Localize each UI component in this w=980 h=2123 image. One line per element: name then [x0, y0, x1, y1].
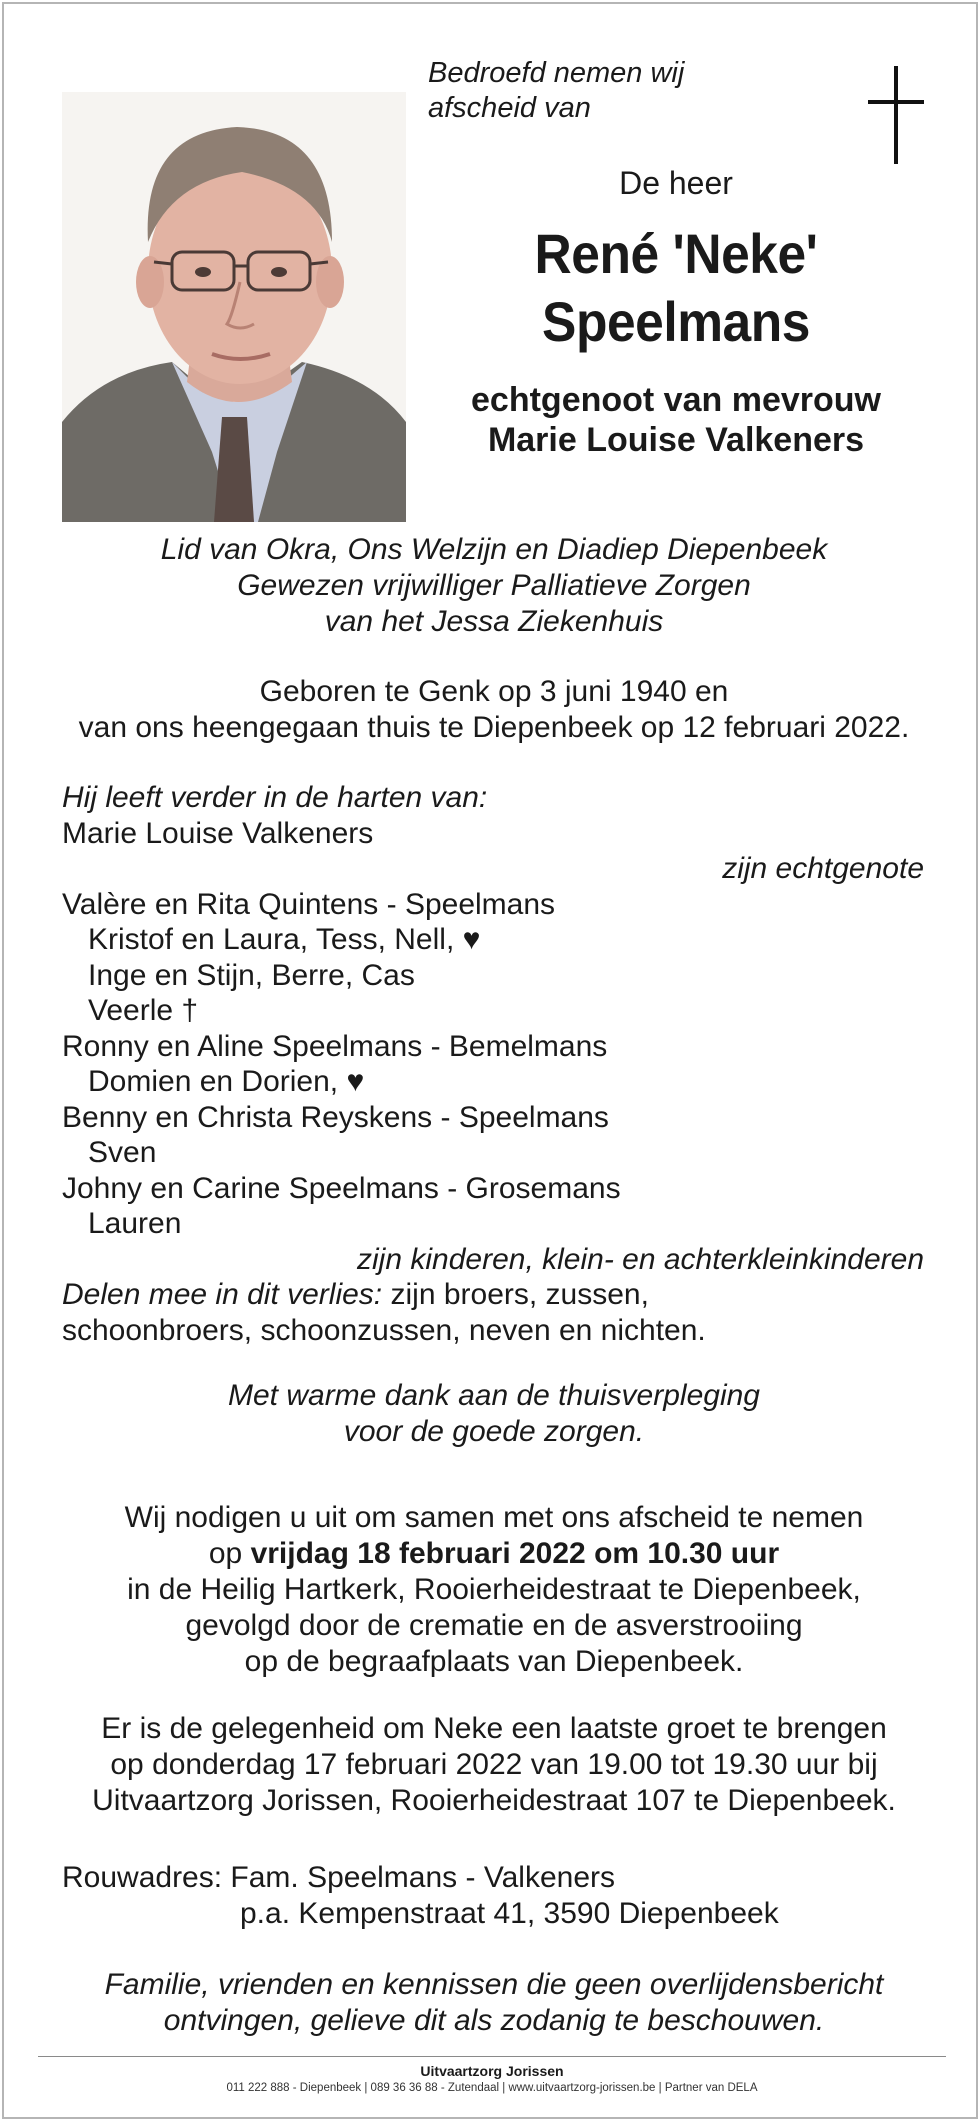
death-notice	[2, 2, 978, 2119]
deceased-title	[424, 162, 928, 460]
list-item: Sven	[88, 1136, 157, 1169]
list-item: Veerle †	[88, 994, 199, 1027]
spouse-role: zijn echtgenote	[722, 852, 924, 885]
portrait-photo	[62, 92, 406, 522]
spouse-line: echtgenoot van mevrouw Marie Louise Valkeners	[471, 381, 881, 459]
mourners-intro: Hij leeft verder in de harten van:	[62, 781, 488, 814]
list-item: Valère en Rita Quintens - Speelmans	[62, 887, 556, 921]
share-line: Delen mee in dit verlies: zijn broers, zussen,	[62, 1278, 649, 1311]
list-item: Domien en Dorien, ♥	[88, 1065, 365, 1098]
intro-text: Bedroefd nemen wij afscheid van	[428, 57, 685, 124]
list-item: Kristof en Laura, Tess, Nell, ♥	[88, 923, 481, 956]
invitation-text: Wij nodigen u uit om samen met ons afscheid te nemen op vrijdag 18 februari 2022 om 10.30 uur in de Heilig Hartkerk, Rooierheidestraat te Diepenbeek, gevolgd door de crematie en de asverstrooiing op de begraafplaats van Diepenbeek.	[124, 1501, 864, 1678]
list-item: Johny en Carine Speelmans - Grosemans	[62, 1171, 621, 1205]
ceremony-datetime: vrijdag 18 februari 2022 om 10.30 uur	[250, 1537, 780, 1570]
affiliations: Lid van Okra, Ons Welzijn en Diadiep Diepenbeek Gewezen vrijwilliger Palliatieve Zorgen van het Jessa Ziekenhuis	[160, 533, 828, 638]
list-item: Inge en Stijn, Berre, Cas	[88, 958, 415, 992]
footer-company: Uitvaartzorg Jorissen	[420, 2063, 564, 2079]
thanks-text: Met warme dank aan de thuisverpleging voor de goede zorgen.	[228, 1379, 760, 1448]
footer	[38, 2062, 946, 2096]
list-item: Ronny en Aline Speelmans - Bemelmans	[62, 1029, 608, 1063]
honorific: De heer	[619, 165, 733, 201]
footer-divider	[38, 2056, 946, 2057]
mourners-list	[62, 780, 924, 1348]
list-item: Benny en Christa Reyskens - Speelmans	[62, 1100, 609, 1134]
birth-death-text: Geboren te Genk op 3 juni 1940 en van ons heengegaan thuis te Diepenbeek op 12 februari 2022.	[78, 675, 910, 744]
list-item: Marie Louise Valkeners	[62, 816, 374, 850]
closing-note: Familie, vrienden en kennissen die geen overlijdensbericht ontvingen, gelieve dit als zodanig te beschouwen.	[104, 1968, 884, 2037]
share-line-2: schoonbroers, schoonzussen, neven en nichten.	[62, 1313, 706, 1347]
footer-contact: 011 222 888 - Diepenbeek | 089 36 36 88 - Zutendaal | www.uitvaartzorg-jorissen.be | Partner van DELA	[226, 2082, 758, 2094]
children-role: zijn kinderen, klein- en achterkleinkinderen	[357, 1242, 924, 1276]
mourning-address: Rouwadres: Fam. Speelmans - Valkeners p.a. Kempenstraat 41, 3590 Diepenbeek	[62, 1861, 779, 1930]
list-item: Lauren	[88, 1207, 182, 1240]
visitation-text: Er is de gelegenheid om Neke een laatste groet te brengen op donderdag 17 februari 2022 van 19.00 tot 19.30 uur bij Uitvaartzorg Jorissen, Rooierheidestraat 107 te Diepenbeek.	[92, 1712, 896, 1817]
deceased-name: René 'Neke' Speelmans	[534, 222, 818, 353]
cross-icon	[868, 66, 924, 164]
